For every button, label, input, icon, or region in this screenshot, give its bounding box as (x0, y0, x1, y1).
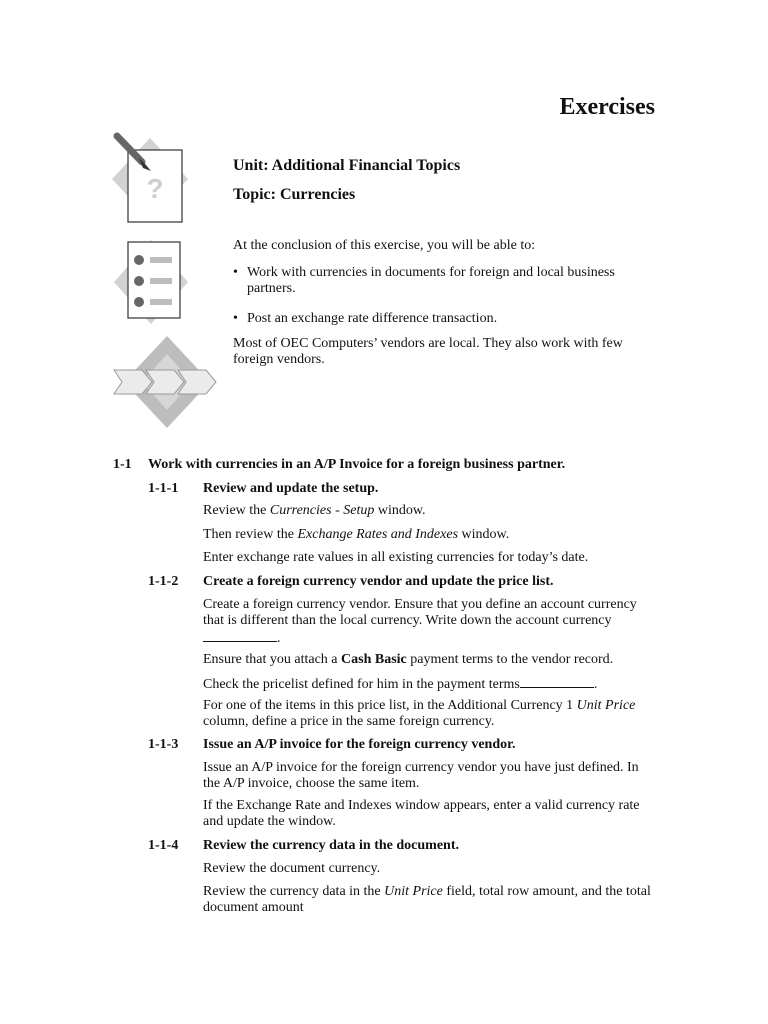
bullet-icon: • (233, 311, 238, 326)
step-number: 1-1-4 (148, 838, 179, 853)
objective-item: • Post an exchange rate difference transaction. (233, 311, 498, 326)
objectives-intro: At the conclusion of this exercise, you will be able to: (233, 238, 536, 253)
exercise-number: 1-1 (113, 457, 132, 472)
objective-item: • Work with currencies in documents for foreign and local business partners. (233, 265, 615, 296)
step-paragraph: Enter exchange rate values in all existing currencies for today’s date. (203, 550, 589, 565)
step-paragraph: Create a foreign currency vendor. Ensure that you define an account currency that is different than the local currency. Write down the account currency. (203, 597, 637, 646)
step-paragraph: Review the document currency. (203, 861, 381, 876)
exercise-question-icon (108, 128, 192, 230)
bullet-icon: • (233, 265, 238, 280)
step-paragraph: Then review the Exchange Rates and Indexes window. (203, 527, 510, 542)
topic-title: Topic: Currencies (233, 186, 356, 203)
unit-title: Unit: Additional Financial Topics (233, 157, 461, 174)
svg-text:?: ? (146, 173, 164, 204)
step-paragraph: Review the currency data in the Unit Price field, total row amount, and the total document amount (203, 884, 651, 915)
business-scenario-text: Most of OEC Computers’ vendors are local. They also work with few foreign vendors. (233, 336, 623, 367)
answer-blank (520, 675, 594, 688)
page-title: Exercises (559, 94, 655, 120)
answer-blank (203, 629, 277, 642)
step-paragraph: Ensure that you attach a Cash Basic payment terms to the vendor record. (203, 652, 614, 667)
step-paragraph: Check the pricelist defined for him in the payment terms . (203, 677, 598, 692)
step-number: 1-1-1 (148, 481, 179, 496)
step-title: Create a foreign currency vendor and update the price list. (203, 574, 554, 589)
step-paragraph: If the Exchange Rate and Indexes window appears, enter a valid currency rate and update the window. (203, 798, 640, 829)
step-paragraph: Review the Currencies - Setup window. (203, 503, 426, 518)
step-title: Review and update the setup. (203, 481, 379, 496)
step-title: Issue an A/P invoice for the foreign currency vendor. (203, 737, 516, 752)
step-title: Review the currency data in the document. (203, 838, 459, 853)
objectives-list-icon (112, 238, 190, 326)
business-scenario-icon (112, 334, 222, 430)
step-paragraph: For one of the items in this price list, in the Additional Currency 1 Unit Price column, define a price in the same foreign currency. (203, 698, 636, 729)
step-number: 1-1-2 (148, 574, 179, 589)
step-paragraph: Issue an A/P invoice for the foreign currency vendor you have just defined. In the A/P invoice, choose the same item. (203, 760, 639, 791)
step-number: 1-1-3 (148, 737, 179, 752)
exercise-title: Work with currencies in an A/P Invoice for a foreign business partner. (148, 457, 566, 472)
